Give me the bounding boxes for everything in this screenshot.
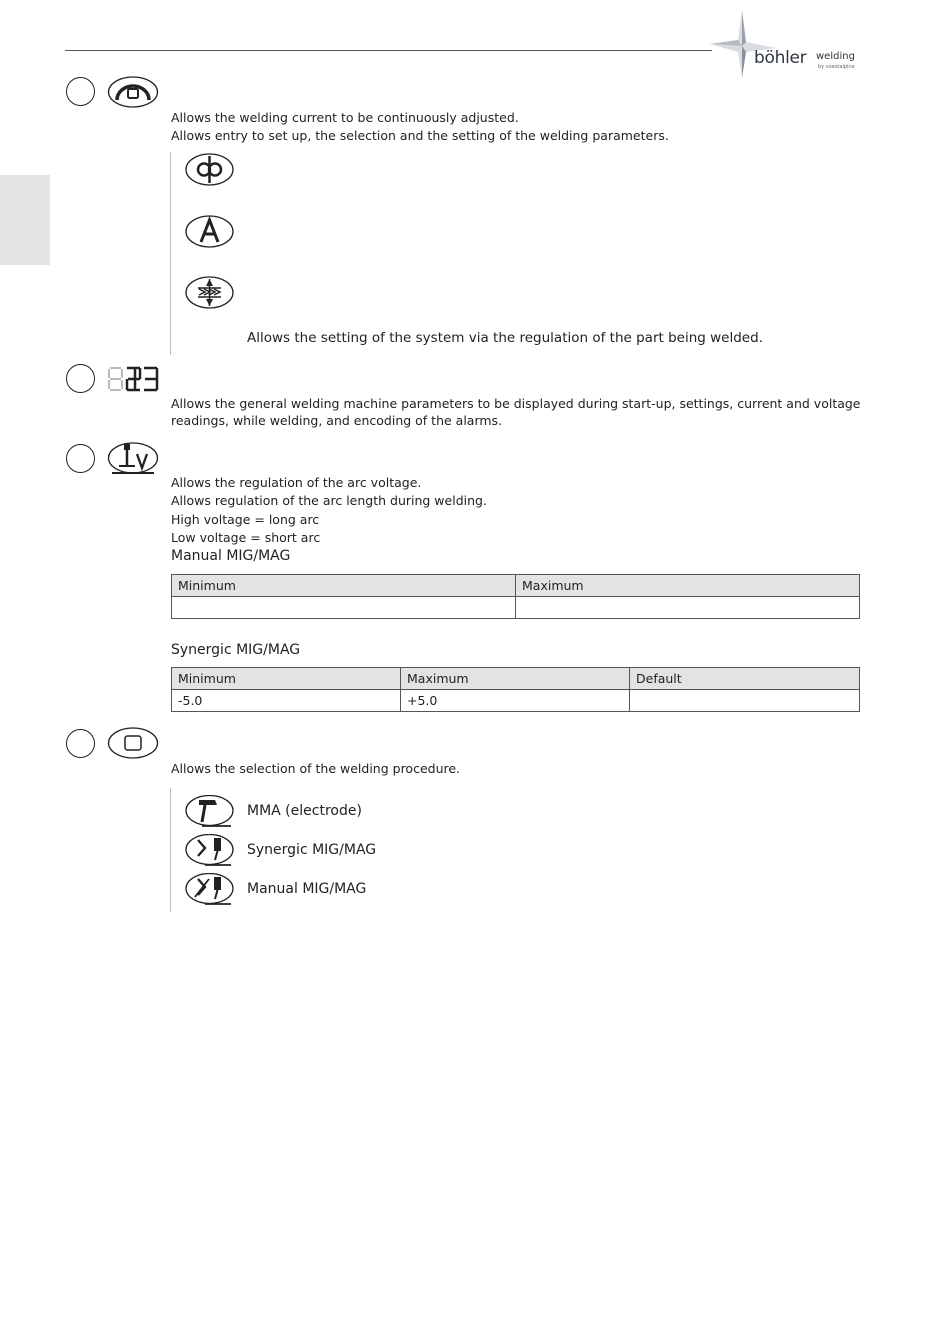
- current-parameter-icon: [185, 153, 235, 186]
- voltage-description-1: Allows the regulation of the arc voltage.: [171, 475, 422, 490]
- manual-mig-table: [171, 574, 860, 619]
- voltage-description-3: High voltage = long arc: [171, 512, 320, 527]
- table-header-row: [172, 668, 860, 690]
- encoder-knob-icon: [107, 76, 159, 108]
- procedure-options-rule: [170, 788, 171, 912]
- header-rule: [65, 50, 712, 51]
- table-cell: [516, 597, 860, 619]
- procedure-option-synergic: Synergic MIG/MAG: [247, 842, 377, 858]
- synergic-torch-icon: [185, 834, 235, 867]
- voltage-description-4: Low voltage = short arc: [171, 530, 321, 545]
- synergic-mig-table: [171, 667, 860, 712]
- brand-tagline: by voestalpine: [818, 64, 855, 70]
- manual-mig-heading: Manual MIG/MAG: [171, 548, 291, 564]
- brand-logo: [710, 8, 870, 80]
- table-header-row: [172, 575, 860, 597]
- encoder-subitems-rule: [170, 152, 171, 355]
- arc-voltage-icon: [107, 442, 159, 476]
- procedure-description: Allows the selection of the welding procedure.: [171, 761, 461, 776]
- section-number-circle: [66, 364, 95, 393]
- encoder-description-2: Allows entry to set up, the selection and the setting of the welding parameters.: [171, 128, 669, 143]
- display-digits-icon: [107, 366, 159, 392]
- table-cell: +5.0: [401, 690, 630, 712]
- table-header-cell: Minimum: [172, 668, 401, 690]
- electrode-icon: [185, 795, 235, 828]
- display-description-1: Allows the general welding machine parameters to be displayed during start-up, settings, current and voltage: [171, 396, 861, 411]
- table-row: [172, 597, 860, 619]
- table-header-cell: Maximum: [401, 668, 630, 690]
- procedure-button-icon: [107, 727, 159, 759]
- voltage-description-2: Allows regulation of the arc length during welding.: [171, 493, 487, 508]
- table-header-cell: Maximum: [516, 575, 860, 597]
- encoder-description-1: Allows the welding current to be continuously adjusted.: [171, 110, 519, 125]
- section-number-circle: [66, 729, 95, 758]
- table-cell: [172, 597, 516, 619]
- section-number-circle: [66, 444, 95, 473]
- table-header-cell: Minimum: [172, 575, 516, 597]
- table-cell: [630, 690, 860, 712]
- table-cell: -5.0: [172, 690, 401, 712]
- table-header-cell: Default: [630, 668, 860, 690]
- ampere-icon: [185, 215, 235, 248]
- procedure-option-mma: MMA (electrode): [247, 803, 362, 819]
- synergic-mig-heading: Synergic MIG/MAG: [171, 642, 301, 658]
- procedure-option-manual: Manual MIG/MAG: [247, 881, 367, 897]
- brand-name: böhler: [754, 48, 807, 68]
- part-setting-note: Allows the setting of the system via the regulation of the part being welded.: [247, 330, 763, 346]
- thickness-icon: [185, 276, 235, 309]
- brand-suffix: welding: [816, 51, 855, 62]
- table-row: [172, 690, 860, 712]
- section-number-circle: [66, 77, 95, 106]
- side-tab: [0, 175, 50, 265]
- manual-torch-icon: [185, 873, 235, 906]
- display-description-2: readings, while welding, and encoding of the alarms.: [171, 413, 503, 428]
